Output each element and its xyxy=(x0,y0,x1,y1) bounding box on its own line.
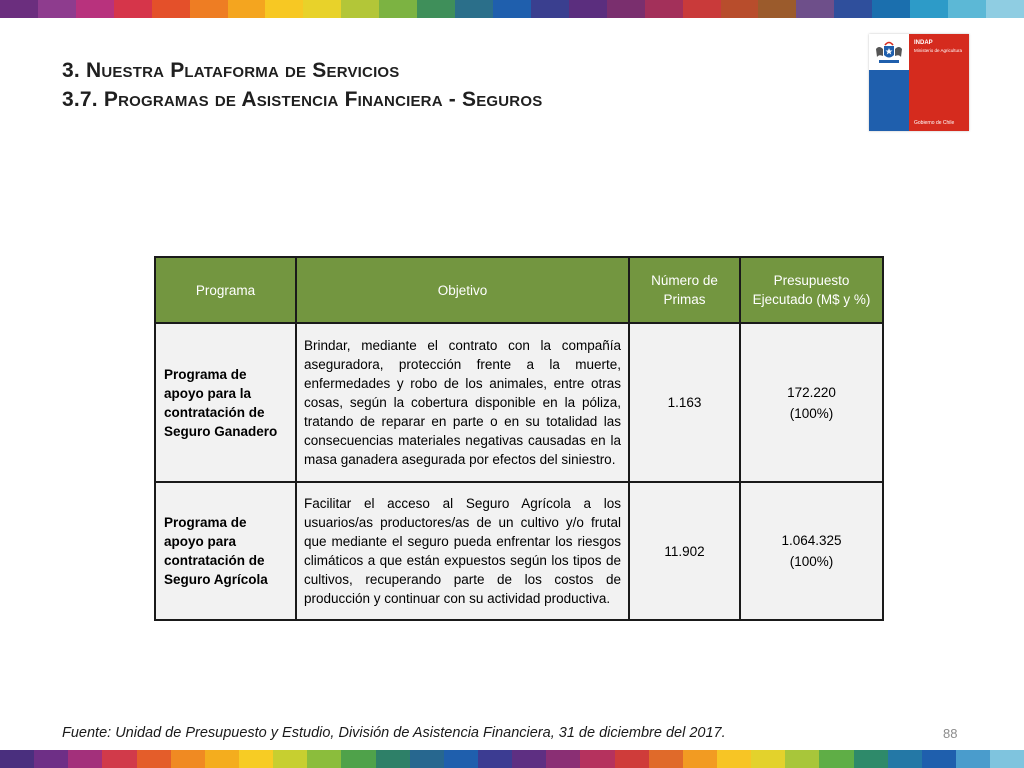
indap-logo xyxy=(869,34,969,131)
stripe-segment xyxy=(303,0,341,18)
table-row xyxy=(155,323,883,482)
stripe-segment xyxy=(785,750,819,768)
stripe-segment xyxy=(76,0,114,18)
source-note: Fuente: Unidad de Presupuesto y Estudio, División de Asistencia Financiera, 31 de diciembre del 2017. xyxy=(62,725,726,741)
stripe-segment xyxy=(379,0,417,18)
stripe-segment xyxy=(273,750,307,768)
stripe-segment xyxy=(102,750,136,768)
stripe-segment xyxy=(834,0,872,18)
presupuesto-percent: (100%) xyxy=(789,554,834,569)
page-number: 88 xyxy=(943,726,958,741)
stripe-segment xyxy=(717,750,751,768)
table-row xyxy=(155,482,883,620)
stripe-segment xyxy=(376,750,410,768)
title-line-2: 3.7. Programas de Asistencia Financiera - Seguros xyxy=(62,88,543,111)
stripe-segment xyxy=(114,0,152,18)
stripe-segment xyxy=(137,750,171,768)
stripe-segment xyxy=(854,750,888,768)
stripe-segment xyxy=(758,0,796,18)
stripe-segment xyxy=(34,750,68,768)
bottom-color-stripe xyxy=(0,750,1024,768)
objetivo-cell: Facilitar el acceso al Seguro Agrícola a los usuarios/as productores/as de un cultivo y/o frutal que mediante el seguro pueda enfrentar los riesgos climáticos a que están expuestos según los tipos de cultivos, recuperando parte de los costos de producción y continuar con su actividad productiva. xyxy=(296,482,629,620)
stripe-segment xyxy=(478,750,512,768)
presupuesto-value: 1.064.325 xyxy=(781,533,842,548)
stripe-segment xyxy=(956,750,990,768)
stripe-segment xyxy=(986,0,1024,18)
stripe-segment xyxy=(307,750,341,768)
presupuesto-cell xyxy=(740,323,883,482)
primas-cell: 1.163 xyxy=(629,323,740,482)
stripe-segment xyxy=(546,750,580,768)
presupuesto-cell xyxy=(740,482,883,620)
stripe-segment xyxy=(68,750,102,768)
column-header-presupuesto: Presupuesto Ejecutado (M$ y %) xyxy=(740,257,883,323)
stripe-segment xyxy=(683,750,717,768)
stripe-segment xyxy=(751,750,785,768)
presupuesto-percent: (100%) xyxy=(789,405,834,421)
page-title xyxy=(62,56,542,114)
primas-cell: 11.902 xyxy=(629,482,740,620)
stripe-segment xyxy=(228,0,266,18)
stripe-segment xyxy=(948,0,986,18)
presupuesto-value: 172.220 xyxy=(787,384,836,400)
logo-government: Gobierno de Chile xyxy=(914,120,955,126)
stripe-segment xyxy=(531,0,569,18)
stripe-segment xyxy=(607,0,645,18)
stripe-segment xyxy=(910,0,948,18)
column-header-programa: Programa xyxy=(155,257,296,323)
chilean-coat-of-arms-icon xyxy=(872,37,906,67)
stripe-segment xyxy=(341,750,375,768)
stripe-segment xyxy=(872,0,910,18)
stripe-segment xyxy=(493,0,531,18)
stripe-segment xyxy=(205,750,239,768)
insurance-programs-table xyxy=(154,256,884,621)
stripe-segment xyxy=(455,0,493,18)
stripe-segment xyxy=(152,0,190,18)
programa-cell: Programa de apoyo para contratación de Seguro Agrícola xyxy=(155,482,296,620)
stripe-segment xyxy=(444,750,478,768)
stripe-segment xyxy=(990,750,1024,768)
stripe-segment xyxy=(171,750,205,768)
top-color-stripe xyxy=(0,0,1024,18)
stripe-segment xyxy=(645,0,683,18)
stripe-segment xyxy=(888,750,922,768)
stripe-segment xyxy=(796,0,834,18)
stripe-segment xyxy=(0,0,38,18)
logo-subtitle: Ministerio de Agricultura xyxy=(914,48,963,53)
stripe-segment xyxy=(410,750,444,768)
stripe-segment xyxy=(922,750,956,768)
stripe-segment xyxy=(417,0,455,18)
stripe-segment xyxy=(38,0,76,18)
stripe-segment xyxy=(265,0,303,18)
logo-name: INDAP xyxy=(914,40,933,46)
stripe-segment xyxy=(649,750,683,768)
stripe-segment xyxy=(683,0,721,18)
stripe-segment xyxy=(239,750,273,768)
stripe-segment xyxy=(615,750,649,768)
stripe-segment xyxy=(721,0,759,18)
table-header-row xyxy=(155,257,883,323)
objetivo-cell: Brindar, mediante el contrato con la compañía aseguradora, protección frente a la muerte, enfermedades y robo de los animales, entre otras cosas, según la cobertura disponible en la póliza, tratando de reparar en parte o en su totalidad las consecuencias materiales negativas causadas en la masa ganadera asegurada por efectos del siniestro. xyxy=(296,323,629,482)
stripe-segment xyxy=(580,750,614,768)
stripe-segment xyxy=(0,750,34,768)
column-header-objetivo: Objetivo xyxy=(296,257,629,323)
column-header-numero-primas: Número de Primas xyxy=(629,257,740,323)
programa-cell: Programa de apoyo para la contratación de Seguro Ganadero xyxy=(155,323,296,482)
stripe-segment xyxy=(341,0,379,18)
stripe-segment xyxy=(819,750,853,768)
title-line-1: 3. Nuestra Plataforma de Servicios xyxy=(62,59,400,82)
stripe-segment xyxy=(512,750,546,768)
stripe-segment xyxy=(190,0,228,18)
stripe-segment xyxy=(569,0,607,18)
